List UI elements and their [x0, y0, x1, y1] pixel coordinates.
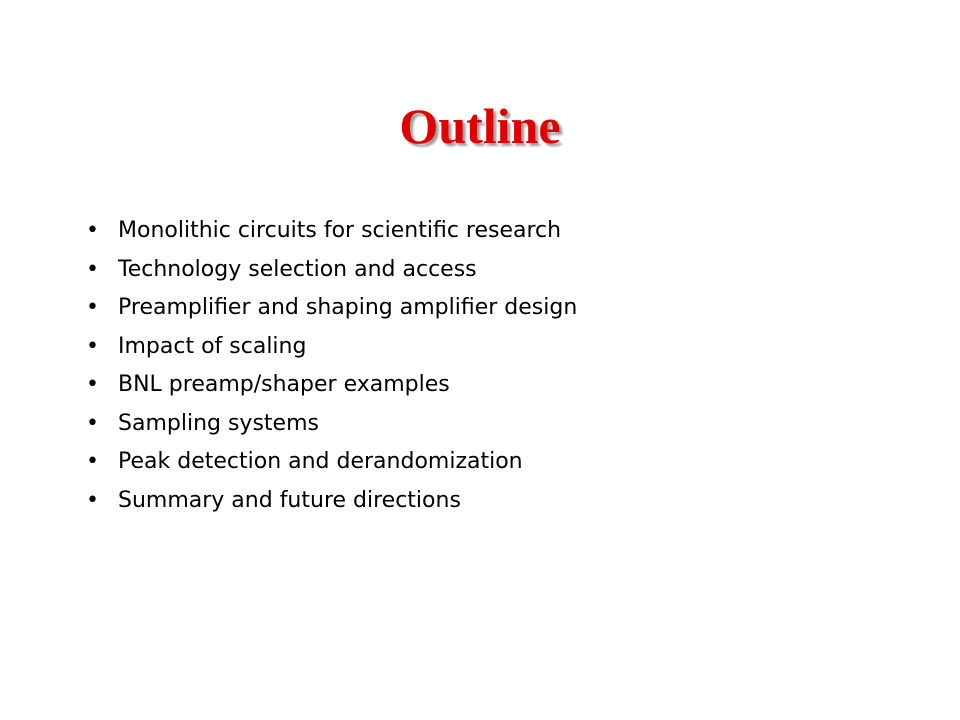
bullet-icon: •	[86, 333, 99, 359]
bullet-text: Impact of scaling	[118, 333, 307, 359]
bullet-icon: •	[86, 487, 99, 513]
bullet-text: Monolithic circuits for scientific research	[118, 218, 562, 243]
bullet-text: Sampling systems	[118, 410, 319, 436]
bullet-icon: •	[86, 295, 99, 320]
slide-title: Outline	[399, 98, 561, 154]
bullet-icon: •	[86, 372, 99, 397]
bullet-icon: •	[86, 218, 99, 243]
bullet-text: Peak detection and derandomization	[118, 449, 523, 474]
bullet-text: BNL preamp/shaper examples	[118, 372, 450, 397]
bullet-text: Preamplifier and shaping amplifier design	[118, 295, 578, 320]
bullet-icon: •	[86, 449, 99, 474]
bullet-icon: •	[86, 256, 99, 282]
bullet-icon: •	[86, 410, 99, 436]
bullet-text: Summary and future directions	[118, 487, 461, 513]
bullet-text: Technology selection and access	[118, 256, 477, 282]
